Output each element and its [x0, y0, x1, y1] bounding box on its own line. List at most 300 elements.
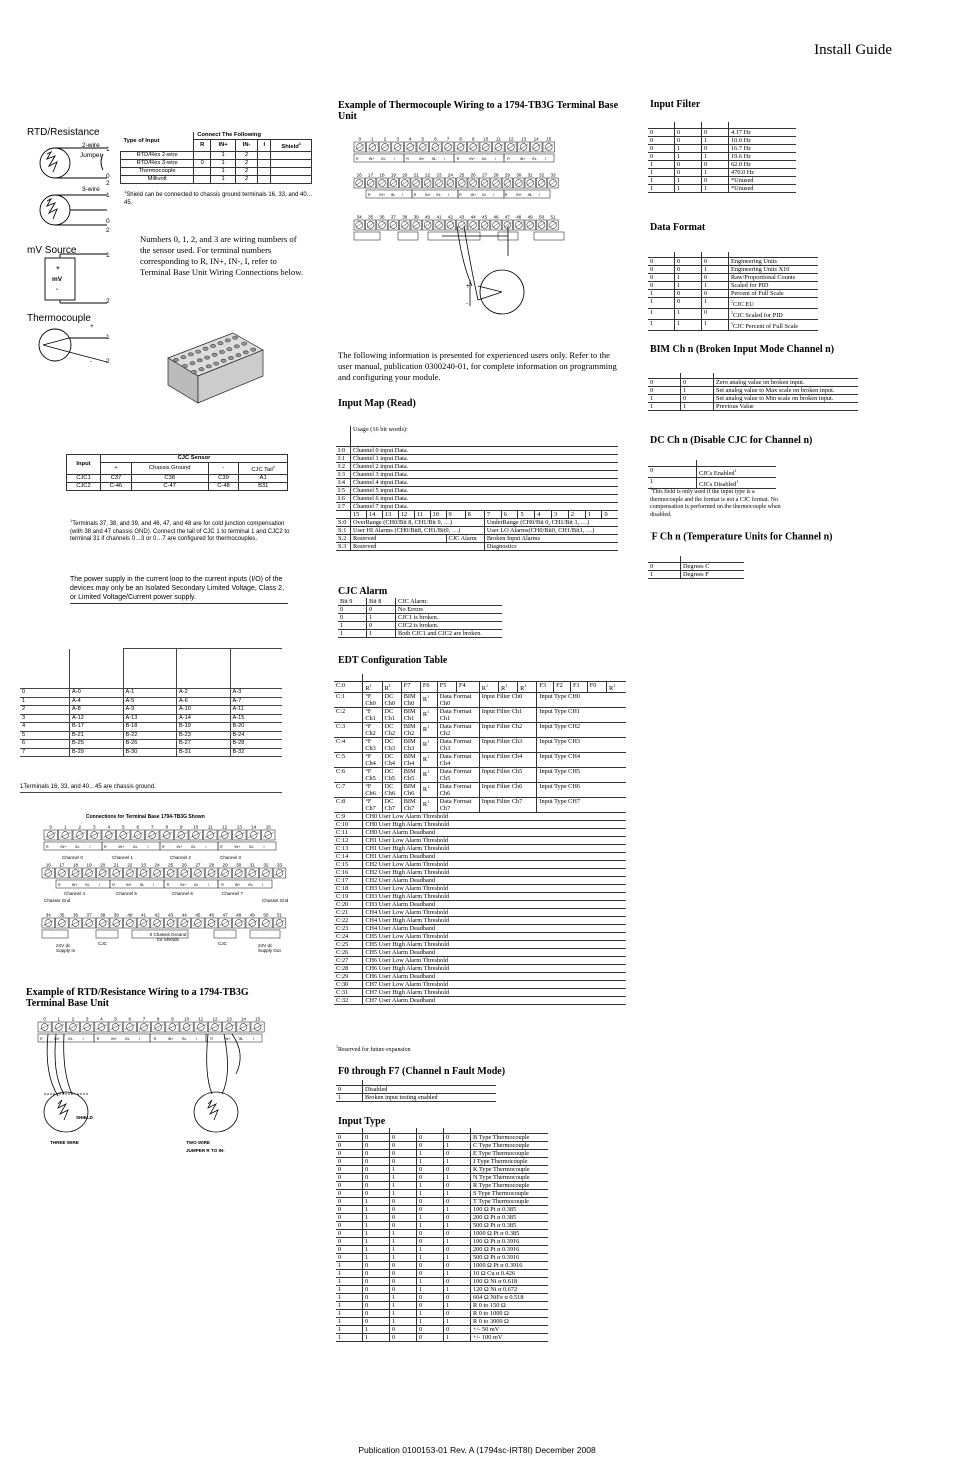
table-cell: Previous Value — [714, 403, 859, 411]
terminal-number: 21 — [413, 172, 419, 178]
input-map-row — [336, 487, 618, 495]
table-cell: Data Format Ch4 — [437, 753, 479, 768]
input-map-title: Input Map (Read) — [338, 398, 416, 409]
table-cell: 0 — [417, 1270, 444, 1278]
table-cell: Engineering Units X10 — [729, 266, 819, 274]
s2-reserved: Reserved — [351, 535, 447, 543]
table-cell: Input Filter Ch3 — [479, 738, 537, 753]
pin-label: I — [207, 883, 209, 887]
table-cell: 1 — [363, 1222, 390, 1230]
input-filter-row — [648, 185, 796, 193]
table-cell — [271, 167, 312, 175]
cjc-row — [67, 482, 288, 490]
terminal-number: 51 — [276, 912, 283, 918]
s1-high: User HI Alarms (CH0/Bit8, CH1/Bit9, …) — [351, 527, 485, 535]
col-i: I — [258, 140, 271, 152]
table-cell: 0 — [336, 1230, 363, 1238]
table-cell: CH3 User High Alarm Threshold — [363, 893, 626, 901]
table-cell: 0 — [675, 129, 702, 137]
terminal-number: 0 — [49, 824, 53, 830]
table-cell: 1 — [390, 1302, 417, 1310]
table-cell: 1 — [363, 1206, 390, 1214]
table-cell — [271, 159, 312, 167]
table-cell: 0 — [336, 1190, 363, 1198]
terminal-number: 19 — [86, 862, 92, 868]
table-cell: 4 — [20, 723, 70, 732]
dc-title: DC Ch n (Disable CJC for Channel n) — [650, 435, 813, 446]
cjc-alarm-table — [338, 598, 502, 638]
terminal-number: 9 — [179, 824, 183, 830]
edt-word-row — [334, 861, 626, 869]
table-cell: Input Type CH1 — [537, 708, 626, 723]
mv-minus: - — [56, 286, 59, 293]
pin-label: I — [82, 1037, 84, 1041]
table-cell: 0 — [390, 1150, 417, 1158]
terminal-screw — [251, 348, 256, 351]
pin-label: IN- — [68, 1037, 74, 1041]
page-title: Install Guide — [814, 42, 892, 58]
table-cell: 1 — [444, 1254, 471, 1262]
table-cell: C:13 — [334, 845, 363, 853]
pin-label: IN- — [191, 845, 196, 849]
table-cell: 1 — [417, 1158, 444, 1166]
input-type-code-row — [336, 1326, 548, 1334]
terminal-number: 2 — [78, 824, 82, 830]
terminal-number: 13 — [236, 824, 242, 830]
table-cell: C:22 — [334, 917, 363, 925]
table-cell: B-19 — [177, 723, 231, 732]
table-cell: Degrees C — [681, 563, 745, 571]
terminal-screw — [225, 339, 230, 342]
table-cell: Input Filter Ch4 — [479, 753, 537, 768]
table-cell: 1 — [390, 1310, 417, 1318]
pin-label: R — [58, 883, 61, 887]
pin-label: R — [459, 193, 462, 197]
rtd3-pin-0: 0 — [106, 218, 110, 225]
table-cell: J Type Thermocouple — [471, 1158, 549, 1166]
table-cell: 0 — [336, 1134, 363, 1142]
channel-bracket — [110, 880, 164, 888]
table-cell: $^1$CJC Scaled for PID — [729, 309, 819, 320]
table-cell: 1 — [444, 1174, 471, 1182]
table-cell: BIM Ch2 — [401, 723, 420, 738]
table-cell: 0 — [702, 309, 729, 320]
table-cell: 1 — [336, 1326, 363, 1334]
table-cell: CH7 User Low Alarm Threshold — [363, 981, 626, 989]
table-cell: 1 — [211, 159, 236, 167]
edt-word-row — [334, 901, 626, 909]
table-cell: 0 — [363, 1150, 390, 1158]
table-cell: C:8 — [334, 798, 363, 813]
table-cell: 1 — [211, 167, 236, 175]
tbl-ch2: Channel 2 — [170, 855, 191, 860]
edt-blank-row — [334, 674, 363, 682]
terminal-screw — [203, 347, 208, 350]
table-cell: 1 — [390, 1230, 417, 1238]
col-shield: Shield$^1$ — [271, 140, 312, 152]
table-cell: C:31 — [334, 989, 363, 997]
rtd2-pin-0: 0 — [106, 173, 110, 180]
edt-word-row — [334, 829, 626, 837]
table-cell: 1000 Ω Pt α 0.3916 — [471, 1262, 549, 1270]
table-cell: Engineering Units — [729, 258, 819, 266]
footer-publication: Publication 0100153-01 Rev. A (1794sc-IRT8I) December 2008 — [358, 1445, 596, 1455]
terminal-screw — [214, 362, 219, 365]
table-cell: Data Format Ch1 — [437, 708, 479, 723]
table-cell: I:6 — [336, 495, 351, 503]
table-cell: 1 — [390, 1190, 417, 1198]
table-cell: 0 — [363, 1270, 390, 1278]
rtd-three-wire-label: THREE WIRE — [50, 1140, 79, 1145]
table-cell: 0 — [390, 1262, 417, 1270]
edt-c0-f0: F0 — [587, 682, 606, 693]
table-cell: I:7 — [336, 503, 351, 511]
table-cell: Data Format Ch6 — [437, 783, 479, 798]
terminal-number: 22 — [425, 172, 431, 178]
table-cell: Percent of Full Scale — [729, 290, 819, 298]
input-type-code-row — [336, 1222, 548, 1230]
s0-low: UnderRange (CH0/Bit 0, CH1/Bit 1, …) — [484, 519, 618, 527]
data-format-row — [648, 274, 818, 282]
terminal-number: 29 — [222, 862, 228, 868]
table-cell: R Type Thermocouple — [471, 1182, 549, 1190]
terminal-number: 3 — [396, 136, 399, 142]
table-cell: 1 — [367, 630, 396, 638]
pin-label: R — [96, 1037, 100, 1041]
table-cell: 1 — [363, 1254, 390, 1262]
table-cell: Thermocouple — [121, 167, 194, 175]
table-cell: Channel 7 input Data. — [351, 503, 619, 511]
table-cell: C-48 — [208, 482, 239, 490]
table-cell: 1 — [648, 403, 681, 411]
table-cell: DC Ch5 — [382, 768, 401, 783]
pin-label: R — [46, 845, 49, 849]
terminal-number: 19 — [390, 172, 396, 178]
table-cell: 1 — [648, 571, 681, 579]
input-filter-row — [648, 161, 796, 169]
table-cell: C:24 — [334, 933, 363, 941]
terminal-number: 20 — [100, 862, 106, 868]
table-cell: 10 Ω Cu α 0.426 — [471, 1270, 549, 1278]
bit-2: 2 — [568, 511, 585, 519]
table-cell: Channel 0 input Data. — [351, 447, 619, 455]
table-cell: CH2 User Low Alarm Threshold — [363, 861, 626, 869]
pin-label: IN- — [482, 157, 487, 161]
table-cell: C37 — [100, 474, 131, 482]
table-cell: 1000 Ω Pt α 0.385 — [471, 1230, 549, 1238]
pin-label: R — [220, 845, 223, 849]
table-cell: 0 — [702, 274, 729, 282]
table-cell: 0 — [390, 1142, 417, 1150]
table-cell: CH1 User High Alarm Threshold — [363, 845, 626, 853]
terminal-screw — [199, 368, 204, 371]
table-cell: 0 — [336, 1246, 363, 1254]
table-cell: Input Filter Ch0 — [479, 693, 537, 708]
table-cell: 6 — [20, 740, 70, 749]
table-cell: CH1 User Alarm Deadband — [363, 853, 626, 861]
terminal-screw — [190, 362, 195, 365]
terminal-note: 1Terminals 16, 33, and 40…45 are chassis ground. — [20, 784, 282, 793]
terminal-number: 16 — [356, 172, 362, 178]
table-cell: 0 — [363, 1166, 390, 1174]
table-cell: °F Ch5 — [363, 768, 382, 783]
table-cell: 1 — [363, 1238, 390, 1246]
table-cell: 0 — [390, 1286, 417, 1294]
fault-mode-title: F0 through F7 (Channel n Fault Mode) — [338, 1066, 506, 1077]
terminal-number: 25 — [168, 862, 174, 868]
terminal-number: 4 — [107, 824, 111, 830]
bit-4: 4 — [535, 511, 552, 519]
table-cell: Broken input testing enabled — [363, 1094, 497, 1102]
channel-bracket — [458, 190, 504, 198]
table-cell: 1 — [338, 630, 367, 638]
table-cell: 1 — [648, 161, 675, 169]
table-cell: 62.0 Hz — [729, 161, 797, 169]
data-format-row — [648, 298, 818, 309]
table-cell: Data Format Ch3 — [437, 738, 479, 753]
table-cell: $^1$CJC EU — [729, 298, 819, 309]
table-cell: 0 — [336, 1198, 363, 1206]
pin-label: R — [40, 1037, 43, 1041]
table-cell: DC Ch3 — [382, 738, 401, 753]
edt-word-row — [334, 893, 626, 901]
edt-c0-f6: F6 — [420, 682, 437, 693]
terminal-number: 15 — [265, 824, 271, 830]
table-cell — [258, 159, 271, 167]
bit-13: 13 — [382, 511, 398, 519]
pin-label: IN+ — [111, 1037, 117, 1041]
table-cell — [194, 151, 211, 159]
input-filter-row — [648, 169, 796, 177]
terminal-number: 30 — [236, 862, 242, 868]
table-cell: 1 — [390, 1294, 417, 1302]
terminal-number: 8 — [165, 824, 169, 830]
tbl-cjc-1: CJC — [98, 941, 107, 946]
edt-word-row — [334, 885, 626, 893]
mv-plus: + — [56, 265, 60, 272]
table-cell: CH3 User Low Alarm Threshold — [363, 885, 626, 893]
pin-label: I — [493, 193, 495, 197]
pin-label: R — [112, 883, 116, 887]
terminal-number: 35 — [59, 912, 65, 918]
pin-label: IN+ — [516, 193, 522, 197]
table-cell: C:7 — [334, 783, 363, 798]
table-cell: 0 — [367, 622, 396, 630]
input-filter-row — [648, 177, 796, 185]
table-cell: 0 — [390, 1206, 417, 1214]
terminal-number: 10 — [184, 1016, 190, 1022]
table-cell: 0 — [390, 1278, 417, 1286]
tc-diagram-minus: - — [466, 300, 469, 307]
input-type-row — [121, 175, 312, 183]
dc-row1-bit: 1 — [648, 478, 697, 489]
table-cell: 1 — [444, 1238, 471, 1246]
table-cell: 0 — [417, 1166, 444, 1174]
table-cell: Millivolt — [121, 175, 194, 183]
table-cell: C:27 — [334, 957, 363, 965]
table-cell: A-15 — [230, 714, 282, 723]
table-cell: 2 — [235, 151, 257, 159]
tbl-ch7: Channel 7 — [222, 891, 243, 896]
table-cell: 1 — [702, 169, 729, 177]
input-filter-title: Input Filter — [650, 99, 701, 110]
cjc-alarm-row — [338, 630, 502, 638]
edt-channel-row — [334, 708, 626, 723]
input-type-title: Input Type — [338, 1116, 386, 1127]
table-cell: $R^1$ — [420, 768, 437, 783]
connect-header: Connect The Following — [194, 132, 312, 140]
tbl-ch0: Channel 0 — [62, 855, 83, 860]
table-cell: A-9 — [123, 706, 177, 715]
data-format-title: Data Format — [650, 222, 706, 233]
edt-word-row — [334, 853, 626, 861]
table-cell: B-32 — [230, 748, 282, 757]
terminal-row — [20, 731, 282, 740]
terminal-number: 28 — [208, 862, 215, 868]
edt-word-row — [334, 821, 626, 829]
input-type-code-row — [336, 1158, 548, 1166]
terminal-screw — [182, 364, 187, 367]
terminal-number: 4 — [100, 1016, 103, 1022]
table-cell: 0 — [363, 1262, 390, 1270]
terminal-number: 17 — [368, 172, 374, 178]
table-cell: Data Format Ch0 — [437, 693, 479, 708]
input-map-row — [336, 471, 618, 479]
table-cell: E Type Thermocouple — [471, 1150, 549, 1158]
table-cell: 0 — [390, 1198, 417, 1206]
rtd-jumper-label: JUMPER R TO IN- — [186, 1148, 225, 1153]
terminal-number: 36 — [72, 912, 79, 918]
table-cell: C:19 — [334, 893, 363, 901]
pin-label: I — [139, 1037, 141, 1041]
pin-label: IN+ — [167, 1037, 174, 1041]
table-cell: 0 — [702, 177, 729, 185]
rtd-example-title: Example of RTD/Resistance Wiring to a 1794-TB3G Terminal Base Unit — [26, 987, 249, 1009]
tbl-supply-out: 24V dc Supply Out — [258, 943, 281, 953]
pin-label: IN- — [139, 883, 145, 887]
input-type-code-row — [336, 1334, 548, 1342]
table-cell: 0 — [675, 161, 702, 169]
table-cell: DC Ch4 — [382, 753, 401, 768]
terminal-screw — [221, 359, 226, 362]
table-cell: Input Filter Ch7 — [479, 798, 537, 813]
terminal-screw — [227, 348, 232, 351]
terminal-number: 13 — [521, 136, 527, 142]
table-cell: 1 — [336, 1094, 363, 1102]
table-cell: 0 — [444, 1246, 471, 1254]
table-cell: C:28 — [334, 965, 363, 973]
table-cell: C:23 — [334, 925, 363, 933]
pin-label: I — [263, 845, 265, 849]
table-cell: B-18 — [123, 723, 177, 732]
terminal-number: 38 — [100, 912, 106, 918]
table-cell: Input Type CH7 — [537, 798, 626, 813]
bit-14: 14 — [366, 511, 382, 519]
input-type-row — [121, 151, 312, 159]
pin-label: IN- — [249, 845, 254, 849]
pin-label: R — [221, 883, 224, 887]
pin-label: IN- — [390, 193, 396, 197]
edt-c0-f7: F7 — [401, 682, 420, 693]
table-cell: 19.6 Hz — [729, 153, 797, 161]
table-cell: 0 — [675, 266, 702, 274]
table-cell: BIM Ch7 — [401, 798, 420, 813]
table-cell: B31 — [239, 482, 288, 490]
terminal-number: 22 — [127, 862, 133, 868]
table-cell: DC Ch2 — [382, 723, 401, 738]
table-cell: B-21 — [70, 731, 124, 740]
tc-pin-1: 1 — [106, 334, 110, 341]
terminal-number: 24 — [154, 862, 160, 868]
fch-title: °F Ch n (Temperature Units for Channel n) — [650, 531, 833, 543]
terminal-number: 34 — [45, 912, 51, 918]
table-cell: Data Format Ch7 — [437, 798, 479, 813]
bit-11: 11 — [414, 511, 430, 519]
table-cell: 0 — [702, 161, 729, 169]
table-cell: CH0 User High Alarm Threshold — [363, 821, 626, 829]
fch-row — [648, 571, 744, 579]
table-cell: 1 — [211, 175, 236, 183]
tbl-ch6: Channel 6 — [172, 891, 193, 896]
s1-label: S:1 — [336, 527, 351, 535]
table-cell: 1 — [336, 1262, 363, 1270]
table-cell: C:6 — [334, 768, 363, 783]
cjc-alarm-row — [338, 622, 502, 630]
rtd3-pin-2: 2 — [106, 227, 110, 234]
table-cell: *Unused — [729, 177, 797, 185]
table-cell: 0 — [681, 395, 714, 403]
pin-label: IN- — [532, 157, 538, 161]
table-cell: 0 — [417, 1142, 444, 1150]
connections-title: Connections for Terminal Base 1794-TB3G Shown — [86, 814, 205, 820]
terminal-screw — [219, 350, 224, 353]
table-cell: 0 — [336, 1206, 363, 1214]
edt-word-row — [334, 957, 626, 965]
table-cell: B-20 — [230, 723, 282, 732]
table-cell: I:1 — [336, 455, 351, 463]
table-cell: 1 — [675, 153, 702, 161]
edt-word-row — [334, 917, 626, 925]
pin-label: I — [494, 157, 496, 161]
table-cell: 1 — [648, 298, 675, 309]
table-cell: Both CJC1 and CJC2 are broken. — [396, 630, 503, 638]
table-cell: °F Ch2 — [363, 723, 382, 738]
table-cell: °F Ch0 — [363, 693, 382, 708]
edt-channel-row — [334, 753, 626, 768]
terminal-mapping-table — [20, 648, 282, 757]
col-in-plus: IN+ — [211, 140, 236, 152]
terminal-number: 37 — [390, 214, 396, 220]
pin-label: IN+ — [60, 845, 67, 849]
table-cell: 1 — [444, 1286, 471, 1294]
table-cell: A-4 — [70, 697, 124, 706]
table-cell: 0 — [336, 1222, 363, 1230]
table-cell: CJC1 is broken. — [396, 614, 503, 622]
edt-c0-label: C:0 — [334, 682, 363, 693]
table-cell: 0 — [363, 1318, 390, 1326]
cjc-sensor-header: CJC Sensor — [100, 455, 287, 463]
edt-table — [334, 674, 626, 1005]
table-cell: 0 — [417, 1206, 444, 1214]
table-cell: 0 — [336, 1150, 363, 1158]
table-cell: RTD/Res 3-wire — [121, 159, 194, 167]
table-cell: 5 — [20, 731, 70, 740]
channel-bracket — [160, 842, 218, 850]
table-cell: K Type Thermocouple — [471, 1166, 549, 1174]
table-cell: °F Ch3 — [363, 738, 382, 753]
table-cell: Channel 6 input Data. — [351, 495, 619, 503]
table-cell: Channel 5 input Data. — [351, 487, 619, 495]
